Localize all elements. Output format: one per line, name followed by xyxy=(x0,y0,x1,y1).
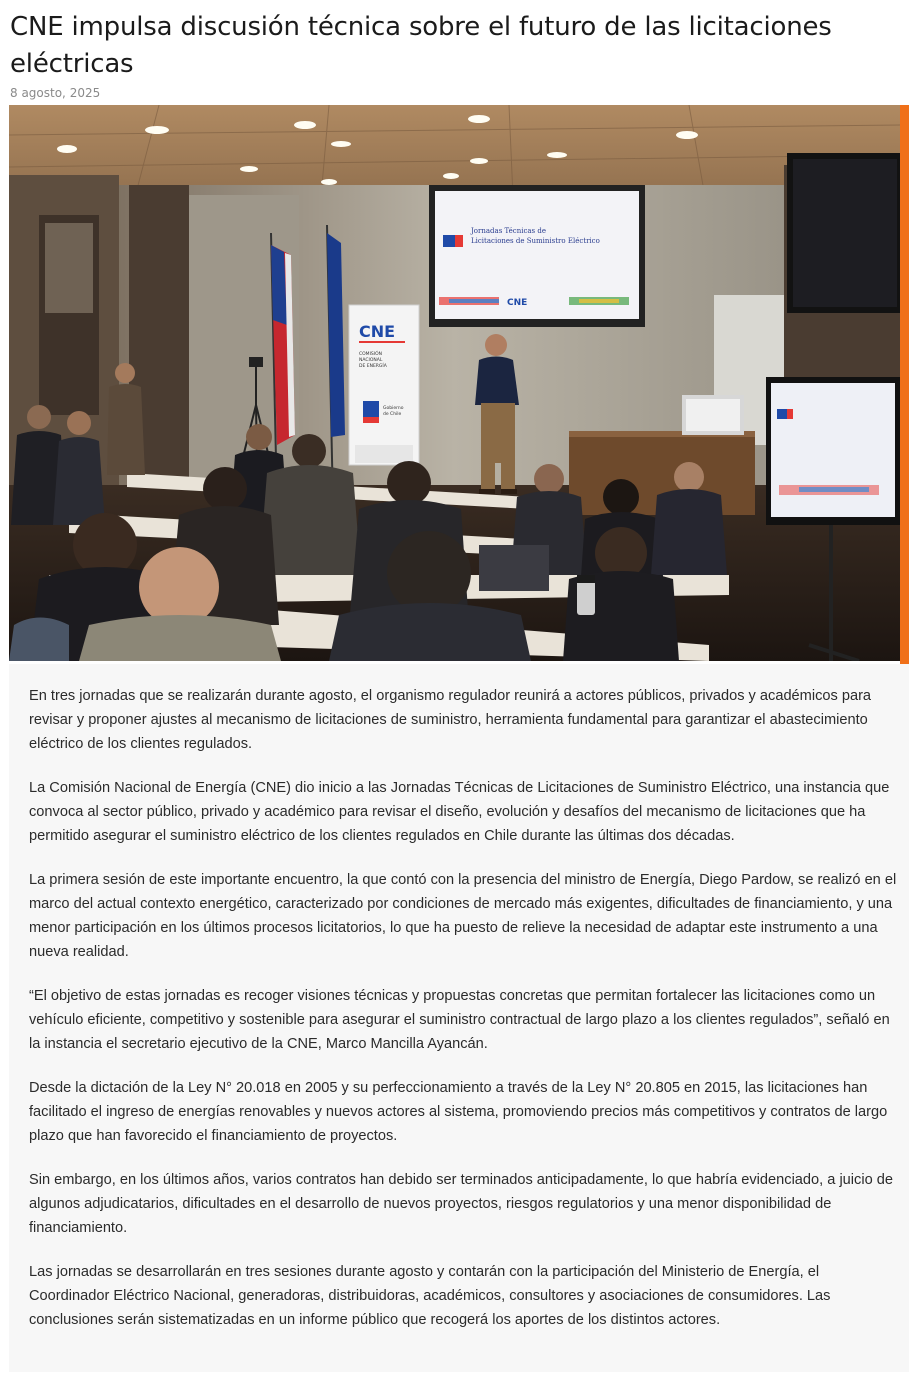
banner-org-line3: DE ENERGÍA xyxy=(359,364,387,369)
screen-title-line1: Jornadas Técnicas de xyxy=(471,227,546,235)
gov-logo xyxy=(363,401,379,417)
paragraph: La Comisión Nacional de Energía (CNE) dio inicio a las Jornadas Técnicas de Licitaciones de Suministro Eléctrico, una instancia que convoca al sector público, privado y académico para revisar el diseño, evolución y desafíos del mecanismo de licitaciones que ha permitido asegurar el suministro eléctrico de los clientes regulados en Chile durante las últimas dos décadas. xyxy=(29,780,890,844)
banner-brand: CNE xyxy=(359,322,396,341)
screen-brand: CNE xyxy=(507,298,528,308)
paragraph: Las jornadas se desarrollarán en tres sesiones durante agosto y contarán con la participación del Ministerio de Energía, el Coordinador Eléctrico Nacional, generadoras, distribuidoras, académicos, consultores y asociaciones de consumidores. Las conclusiones serán sistematizadas en un informe público que recogerá los aportes de los distintos actores. xyxy=(29,1264,831,1328)
banner-gov-line2: de Chile xyxy=(383,412,402,417)
article-photo xyxy=(9,105,900,661)
banner-org-line1: COMISIÓN xyxy=(359,352,382,357)
screen-title-line2: Licitaciones de Suministro Eléctrico xyxy=(471,237,600,245)
paragraph: Desde la dictación de la Ley N° 20.018 en 2005 y su perfeccionamiento a través de la Ley N° 20.805 en 2015, las licitaciones han facilitado el ingreso de energías renovables y nuevos actores al sistema, promoviendo precios más competitivos y contratos de largo plazo que han favorecido el financiamiento de proyectos. xyxy=(29,1080,888,1144)
article-title: CNE impulsa discusión técnica sobre el futuro de las licitaciones eléctricas xyxy=(10,12,832,79)
article-body xyxy=(9,664,909,1372)
paragraph: La primera sesión de este importante encuentro, la que contó con la presencia del ministro de Energía, Diego Pardow, se realizó en el marco del actual contexto energético, caracterizado por condiciones de mercado más exigentes, dificultades de financiamiento, y una menor participación en los últimos procesos licitatorios, lo que ha puesto de relieve la necesidad de adaptar este instrumento a una nueva realidad. xyxy=(29,872,897,960)
paragraph: Sin embargo, en los últimos años, varios contratos han debido ser terminados anticipadamente, lo que habría evidenciado, a juicio de algunos adjudicatarios, dificultades en el desarrollo de nuevos proyectos, riesgos regulatorios y una menor disponibilidad de financiamiento. xyxy=(29,1172,893,1236)
screen-logo xyxy=(443,235,463,247)
paragraph: En tres jornadas que se realizarán durante agosto, el organismo regulador reunirá a actores públicos, privados y académicos para revisar y proponer ajustes al mecanismo de licitaciones de suministro, herramienta fundamental para garantizar el abastecimiento eléctrico de los clientes regulados. xyxy=(29,688,872,752)
paragraph: “El objetivo de estas jornadas es recoger visiones técnicas y propuestas concretas que permitan fortalecer las licitaciones como un vehículo eficiente, competitivo y sostenible para asegurar el suministro contractual de largo plazo a los clientes regulados”, señaló en la instancia el secretario ejecutivo de la CNE, Marco Mancilla Ayancán. xyxy=(29,988,890,1052)
banner-gov-line1: Gobierno xyxy=(383,406,404,411)
accent-bar xyxy=(900,105,909,664)
article-date: 8 agosto, 2025 xyxy=(10,86,101,100)
laptop xyxy=(479,545,549,591)
banner-org-line2: NACIONAL xyxy=(359,358,383,363)
